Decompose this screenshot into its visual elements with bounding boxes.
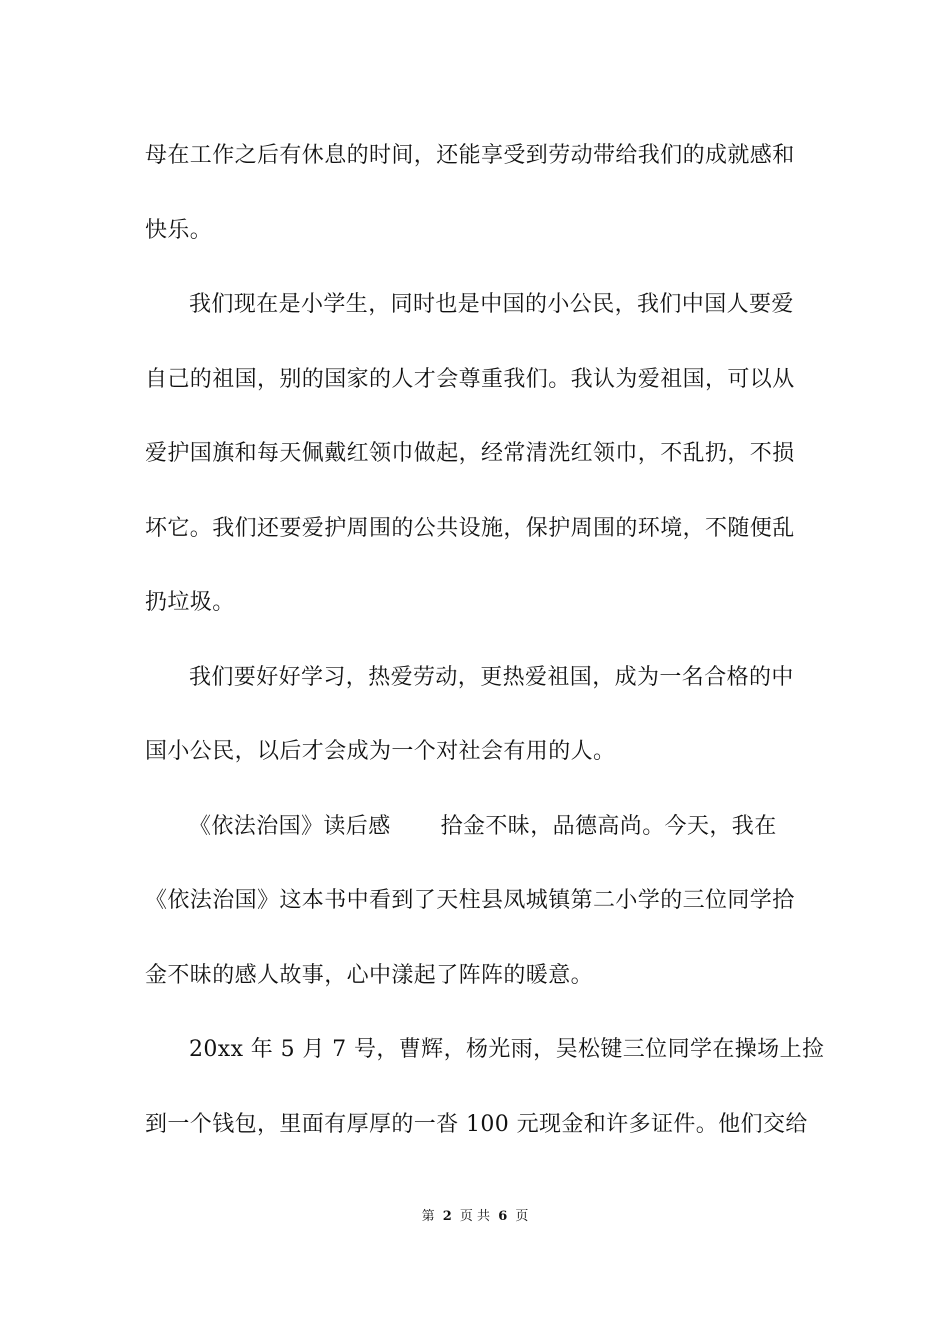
text-line: 到一个钱包，里面有厚厚的一沓 100 元现金和许多证件。他们交给 xyxy=(145,1111,808,1137)
current-page-number: 2 xyxy=(442,1209,452,1224)
article-title: 《依法治国》读后感 xyxy=(189,813,391,839)
text-line: 扔垃圾。 xyxy=(145,590,235,615)
page-footer xyxy=(0,1208,950,1226)
text-line: 坏它。我们还要爱护周围的公共设施，保护周围的环境，不随便乱 xyxy=(145,515,795,541)
text-line: 母在工作之后有休息的时间，还能享受到劳动带给我们的成就感和 xyxy=(145,143,795,168)
footer-suffix: 页 xyxy=(515,1209,529,1224)
text-line: 金不昧的感人故事，心中漾起了阵阵的暖意。 xyxy=(145,962,594,988)
text-line: 爱护国旗和每天佩戴红领巾做起，经常清洗红领巾，不乱扔，不损 xyxy=(145,441,795,466)
text-segment: 拾金不昧，品德高尚。今天，我在 xyxy=(440,813,777,839)
footer-prefix: 第 xyxy=(421,1209,435,1224)
text-line-with-title xyxy=(145,805,815,880)
body-text xyxy=(145,134,825,1177)
text-line: 20xx 年 5 月 7 号，曹辉，杨光雨，吴松键三位同学在操场上捡 xyxy=(189,1037,825,1062)
text-line: 《依法治国》这本书中看到了天柱县凤城镇第二小学的三位同学拾 xyxy=(145,888,795,913)
text-line: 我们现在是小学生，同时也是中国的小公民，我们中国人要爱 xyxy=(189,292,794,317)
text-line: 自己的祖国，别的国家的人才会尊重我们。我认为爱祖国，可以从 xyxy=(145,366,795,392)
text-line: 快乐。 xyxy=(145,217,213,243)
text-line: 我们要好好学习，热爱劳动，更热爱祖国，成为一名合格的中 xyxy=(189,664,794,690)
text-line: 国小公民，以后才会成为一个对社会有用的人。 xyxy=(145,739,616,764)
footer-mid: 页 共 xyxy=(459,1209,491,1224)
total-pages-number: 6 xyxy=(498,1209,508,1224)
